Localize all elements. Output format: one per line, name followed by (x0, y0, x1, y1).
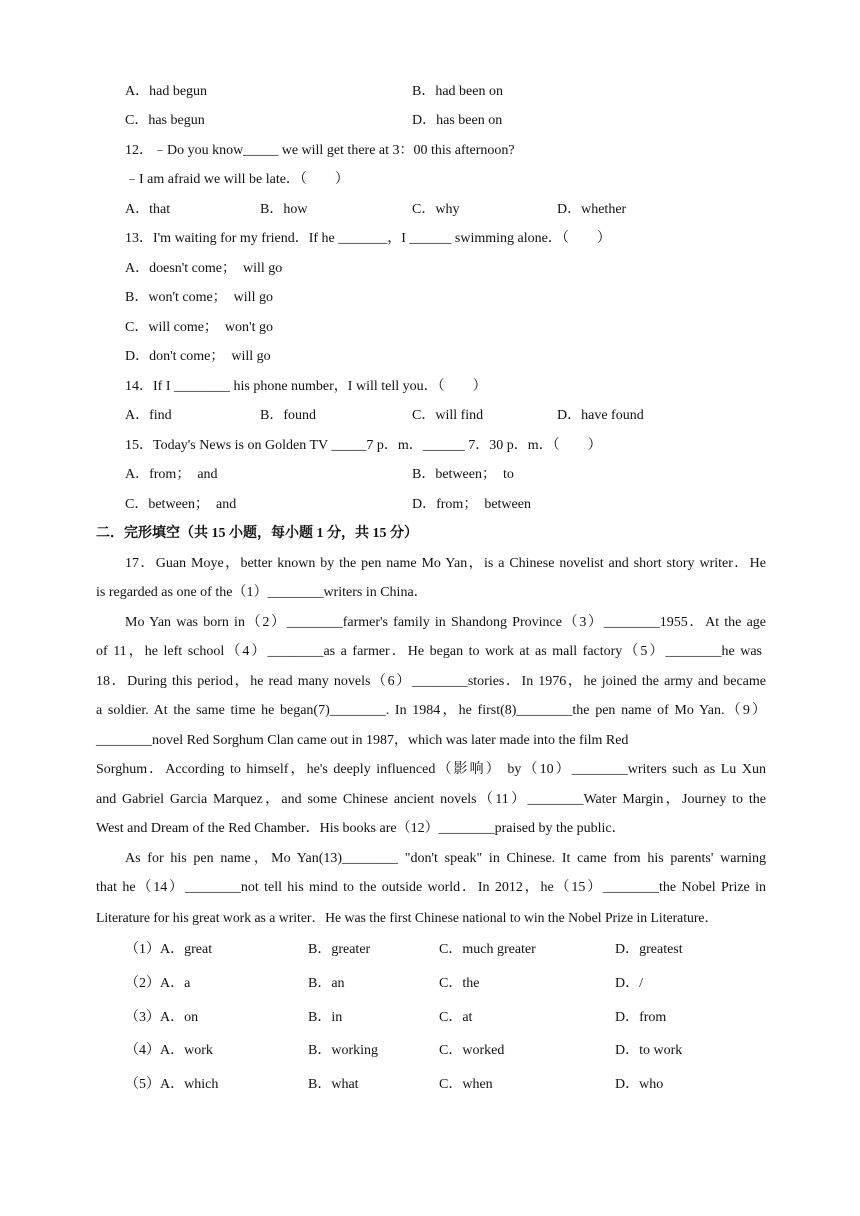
cloze-4-option-d: D．to work (615, 1043, 683, 1058)
cloze-3-option-b: B．in (308, 1010, 343, 1025)
q12-stem-2: ﹣I am afraid we will be late．（ ） (125, 172, 349, 187)
passage-line: and Gabriel Garcia Marquez，and some Chinese ancient novels（11）________Water Margin，Journey to the (96, 792, 766, 807)
passage-line: 17．Guan Moye，better known by the pen name Mo Yan，is a Chinese novelist and short story writer．He (125, 556, 766, 571)
q11-option-b: B．had been on (412, 84, 503, 99)
cloze-3-option-a: （3）A．on (125, 1010, 199, 1025)
q11-option-c: C．has begun (125, 113, 205, 128)
cloze-1-option-b: B．greater (308, 942, 371, 957)
cloze-5-option-d: D．who (615, 1077, 664, 1092)
passage-line: 18．During this period，he read many novels（6）________stories．In 1976，he joined the army and became (96, 674, 766, 689)
q14-option-b: B．found (260, 408, 316, 423)
cloze-4-option-b: B．working (308, 1043, 378, 1058)
q14-option-a: A．find (125, 408, 172, 423)
q14-stem: 14．If I ________ his phone number，I will tell you．（ ） (125, 379, 487, 394)
q12-option-a: A．that (125, 202, 171, 217)
passage-line: is regarded as one of the（1）________writers in China． (96, 585, 428, 600)
passage-line: West and Dream of the Red Chamber．His books are（12）________praised by the public． (96, 821, 626, 836)
cloze-2-option-b: B．an (308, 976, 345, 991)
q15-option-b: B．between； to (412, 467, 514, 482)
q11-option-d: D．has been on (412, 113, 503, 128)
q12-stem: 12．﹣Do you know_____ we will get there at 3：00 this afternoon? (125, 143, 515, 158)
cloze-5-option-b: B．what (308, 1077, 359, 1092)
q15-option-a: A．from； and (125, 467, 218, 482)
q15-stem: 15．Today's News is on Golden TV _____7 p．m．______ 7．30 p．m．（ ） (125, 438, 602, 453)
cloze-3-option-d: D．from (615, 1010, 667, 1025)
q11-option-a: A．had begun (125, 84, 208, 99)
passage-line: a soldier. At the same time he began(7)________. In 1984，he first(8)________the pen name of Mo Yan.（9） (96, 703, 766, 718)
q13-option-d: D．don't come； will go (125, 349, 271, 364)
q15-option-c: C．between； and (125, 497, 237, 512)
q13-option-c: C．will come； won't go (125, 320, 273, 335)
cloze-1-option-c: C．much greater (439, 942, 536, 957)
q13-option-a: A．doesn't come； will go (125, 261, 283, 276)
q14-option-c: C．will find (412, 408, 484, 423)
passage-line: ________novel Red Sorghum Clan came out in 1987，which was later made into the film Red (96, 733, 629, 748)
cloze-1-option-a: （1）A．great (125, 942, 213, 957)
q13-stem: 13．I'm waiting for my friend．If he _______，I ______ swimming alone．（ ） (125, 231, 611, 246)
cloze-4-option-a: （4）A．work (125, 1043, 213, 1058)
q15-option-d: D．from； between (412, 497, 531, 512)
cloze-2-option-c: C．the (439, 976, 480, 991)
q12-option-b: B．how (260, 202, 308, 217)
cloze-2-option-a: （2）A．a (125, 976, 191, 991)
q13-option-b: B．won't come； will go (125, 290, 273, 305)
cloze-3-option-c: C．at (439, 1010, 473, 1025)
cloze-5-option-a: （5）A．which (125, 1077, 219, 1092)
passage-line: Mo Yan was born in（2）________farmer's family in Shandong Province（3）________1955．At the age (125, 615, 766, 630)
cloze-2-option-d: D．/ (615, 976, 643, 991)
cloze-5-option-c: C．when (439, 1077, 493, 1092)
section-2-heading: 二．完形填空（共 15 小题，每小题 1 分，共 15 分） (96, 526, 418, 541)
cloze-1-option-d: D．greatest (615, 942, 683, 957)
passage-line: of 11，he left school（4）________as a farmer．He began to work at as mall factory（5）________he was (96, 644, 762, 659)
passage-line: Sorghum．According to himself，he's deeply influenced（影响） by（10）________writers such as Lu Xun (96, 762, 766, 777)
passage-line: As for his pen name，Mo Yan(13)________ "don't speak" in Chinese. It came from his parents' warning (125, 851, 766, 866)
q12-option-d: D．whether (557, 202, 627, 217)
q12-option-c: C．why (412, 202, 460, 217)
cloze-4-option-c: C．worked (439, 1043, 505, 1058)
passage-line: Literature for his great work as a writer．He was the first Chinese national to win the Nobel Prize in Literature． (96, 910, 719, 925)
q14-option-d: D．have found (557, 408, 644, 423)
passage-line: that he（14）________not tell his mind to the outside world．In 2012，he（15）________the Nobel Prize in (96, 880, 766, 895)
